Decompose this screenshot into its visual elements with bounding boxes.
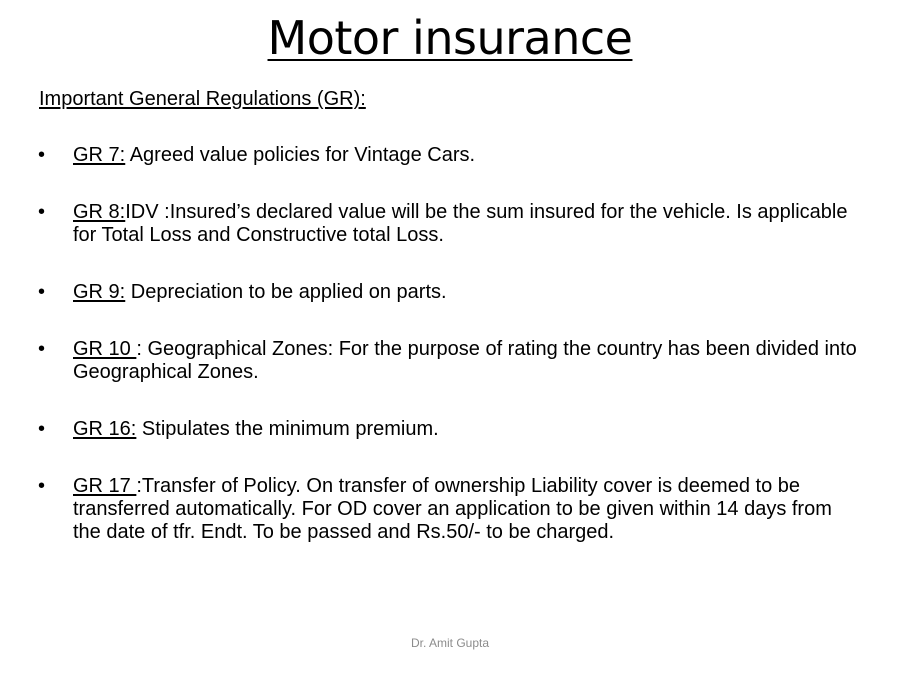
regulation-code: GR 16: <box>73 418 137 440</box>
regulation-text: : Geographical Zones: For the purpose of rating the country has been divided into Geographical Zones. <box>73 338 857 383</box>
bullet-icon: • <box>38 475 46 497</box>
slide-title <box>0 6 900 70</box>
regulation-code: GR 17 <box>73 475 137 497</box>
bullet-icon: • <box>38 281 46 303</box>
regulation-code: GR 7: <box>73 144 126 166</box>
regulation-code: GR 9: <box>73 281 126 303</box>
slide-subtitle: Important General Regulations (GR): <box>39 88 366 110</box>
regulations-list <box>38 144 858 544</box>
regulation-text: IDV :Insured’s declared value will be the sum insured for the vehicle. Is applicable for Total Loss and Constructive total Loss. <box>73 201 848 246</box>
list-item <box>38 418 858 441</box>
bullet-icon: • <box>38 144 46 166</box>
list-item <box>38 475 858 544</box>
bullet-icon: • <box>38 201 46 223</box>
bullet-icon: • <box>38 338 46 360</box>
list-item <box>38 338 858 384</box>
list-item <box>38 281 858 304</box>
slide-title-text: Motor insurance <box>267 11 633 65</box>
regulation-text: Depreciation to be applied on parts. <box>125 281 447 303</box>
regulation-text: Agreed value policies for Vintage Cars. <box>125 144 476 166</box>
regulation-code: GR 10 <box>73 338 137 360</box>
regulation-text: :Transfer of Policy. On transfer of ownership Liability cover is deemed to be transferred automatically. For OD cover an application to be given within 14 days from the date of tfr. Endt. To be passed and Rs.50/- to be charged. <box>73 475 832 543</box>
footer-author: Dr. Amit Gupta <box>410 636 490 650</box>
regulation-code: GR 8: <box>73 201 126 223</box>
regulation-text: Stipulates the minimum premium. <box>136 418 439 440</box>
bullet-icon: • <box>38 418 46 440</box>
list-item <box>38 144 858 167</box>
list-item <box>38 201 858 247</box>
